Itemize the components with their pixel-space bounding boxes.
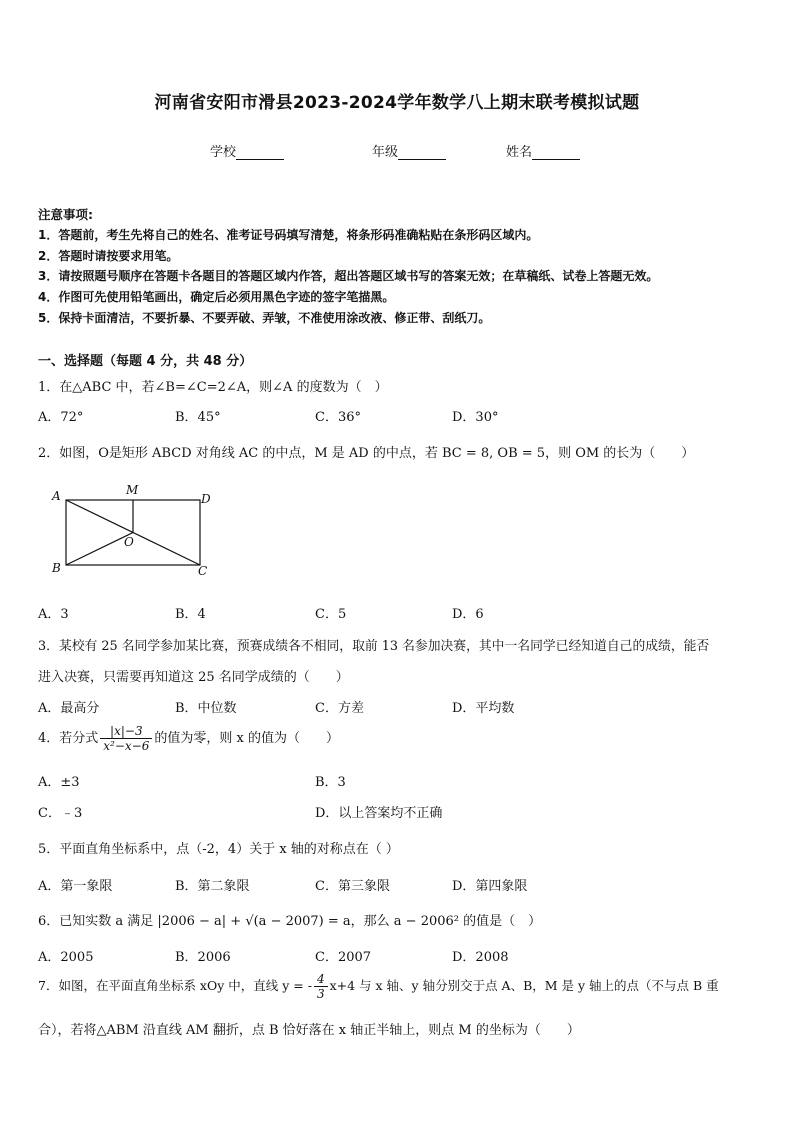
fraction-numerator: 4 — [314, 972, 328, 987]
option-a[interactable]: A．±3 — [38, 775, 80, 790]
question-stem — [38, 972, 719, 1001]
stem-prefix: 7．如图，在平面直角坐标系 xOy 中，直线 y = - — [38, 978, 312, 993]
note-item: 4．作图可先使用铅笔画出，确定后必须用黑色字迹的签字笔描黑。 — [38, 290, 395, 304]
stem-prefix: 4．若分式 — [38, 731, 99, 746]
option-d[interactable]: D．平均数 — [452, 701, 515, 716]
option-a[interactable]: A．72° — [38, 410, 84, 425]
stem-suffix: 的值为零，则 x 的值为（ ） — [154, 731, 339, 746]
question-stem: 1．在△ABC 中，若∠B=∠C=2∠A，则∠A 的度数为（ ） — [38, 380, 388, 395]
option-d[interactable]: D．第四象限 — [452, 879, 528, 894]
note-item: 5．保持卡面清洁，不要折暴、不要弄破、弄皱，不准使用涂改液、修正带、刮纸刀。 — [38, 311, 491, 325]
label-o: O — [124, 535, 134, 549]
name-blank[interactable] — [532, 145, 580, 160]
option-b[interactable]: B．第二象限 — [175, 879, 250, 894]
label-b: B — [52, 561, 61, 575]
question-stem-line2: 进入决赛，只需要再知道这 25 名同学成绩的（ ） — [38, 670, 349, 685]
fraction — [314, 972, 328, 1001]
label-c: C — [198, 564, 208, 578]
option-b[interactable]: B．4 — [175, 607, 206, 622]
question-stem: 6．已知实数 a 满足 |2006 − a| + √(a − 2007) = a，那么 a − 2006² 的值是（ ） — [38, 914, 542, 929]
notes-heading: 注意事项: — [38, 207, 93, 222]
option-a[interactable]: A．最高分 — [38, 701, 100, 716]
fraction-denominator: 3 — [316, 987, 325, 1001]
school-blank[interactable] — [236, 145, 284, 160]
option-d[interactable]: D．以上答案均不正确 — [315, 806, 443, 821]
grade-label: 年级 — [372, 145, 399, 160]
option-b[interactable]: B．2006 — [175, 950, 231, 965]
note-item: 1．答题前，考生先将自己的姓名、准考证号码填写清楚，将条形码准确粘贴在条形码区域内。 — [38, 228, 539, 242]
option-d[interactable]: D．6 — [452, 607, 484, 622]
note-item: 3．请按照题号顺序在答题卡各题目的答题区域内作答，超出答题区域书写的答案无效；在草稿纸、试卷上答题无效。 — [38, 269, 659, 283]
school-field — [210, 141, 284, 160]
option-c[interactable]: C．第三象限 — [315, 879, 390, 894]
label-a: A — [52, 489, 61, 503]
option-c[interactable]: C．36° — [315, 410, 361, 425]
option-a[interactable]: A．2005 — [38, 950, 94, 965]
fraction-numerator: |x|−3 — [100, 724, 152, 739]
segment-ob — [66, 533, 133, 566]
note-item: 2．答题时请按要求用笔。 — [38, 249, 179, 263]
option-a[interactable]: A．3 — [38, 607, 69, 622]
school-label: 学校 — [210, 145, 237, 160]
question-stem: 3．某校有 25 名同学参加某比赛，预赛成绩各不相同，取前 13 名参加决赛，其中一名同学已经知道自己的成绩，能否 — [38, 639, 710, 654]
fraction-denominator: x²−x−6 — [103, 739, 150, 753]
fraction — [100, 724, 152, 753]
question-stem: 5．平面直角坐标系中，点（-2，4）关于 x 轴的对称点在（ ） — [38, 842, 399, 857]
name-field — [506, 141, 580, 160]
rectangle-figure — [44, 480, 224, 580]
stem-suffix: x+4 与 x 轴、y 轴分别交于点 A、B，M 是 y 轴上的点（不与点 B 重 — [329, 978, 719, 993]
option-b[interactable]: B．45° — [175, 410, 221, 425]
section-title: 一、选择题（每题 4 分，共 48 分） — [38, 354, 253, 369]
option-b[interactable]: B．3 — [315, 775, 346, 790]
name-label: 姓名 — [506, 145, 533, 160]
option-d[interactable]: D．2008 — [452, 950, 509, 965]
label-m: M — [126, 483, 139, 497]
option-c[interactable]: C．2007 — [315, 950, 372, 965]
option-c[interactable]: C．﹣3 — [38, 806, 83, 821]
page-title: 河南省安阳市滑县2023-2024学年数学八上期末联考模拟试题 — [154, 93, 640, 113]
option-b[interactable]: B．中位数 — [175, 701, 237, 716]
question-stem-line2: 合），若将△ABM 沿直线 AM 翻折，点 B 恰好落在 x 轴正半轴上，则点 M 的坐标为（ ） — [38, 1023, 580, 1038]
grade-blank[interactable] — [398, 145, 446, 160]
question-stem — [38, 724, 339, 753]
option-c[interactable]: C．方差 — [315, 701, 364, 716]
grade-field — [372, 141, 446, 160]
label-d: D — [201, 492, 211, 506]
option-a[interactable]: A．第一象限 — [38, 879, 113, 894]
option-d[interactable]: D．30° — [452, 410, 499, 425]
option-c[interactable]: C．5 — [315, 607, 347, 622]
question-stem: 2．如图，O是矩形 ABCD 对角线 AC 的中点，M 是 AD 的中点，若 BC = 8, OB = 5，则 OM 的长为（ ） — [38, 446, 695, 461]
